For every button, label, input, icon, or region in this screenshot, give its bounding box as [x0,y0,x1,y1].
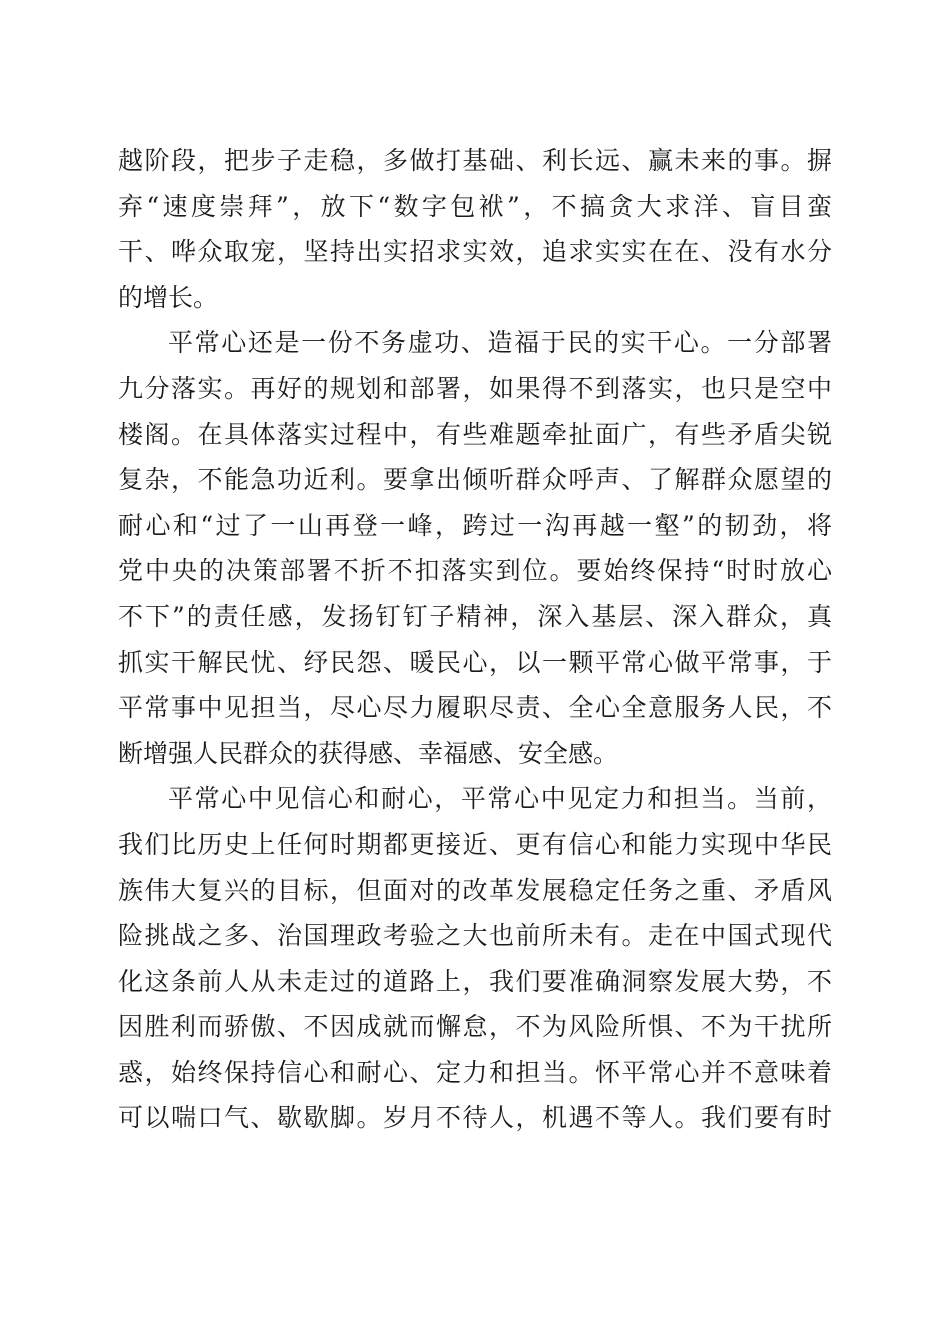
text-line-paragraph-start: 平常心中见信心和耐心，平常心中见定力和担当。当前， [168,784,832,814]
text-line: 楼阁。在具体落实过程中，有些难题牵扯面广，有些矛盾尖锐 [118,419,832,449]
text-line: 抓实干解民忧、纾民怨、暖民心，以一颗平常心做平常事，于 [118,647,832,677]
text-line: 平常事中见担当，尽心尽力履职尽责、全心全意服务人民，不 [118,693,832,723]
text-line: 耐心和“过了一山再登一峰，跨过一沟再越一壑”的韧劲，将 [118,510,832,540]
text-line-paragraph-start: 平常心还是一份不务虚功、造福于民的实干心。一分部署 [168,328,832,358]
text-line: 干、哗众取宠，坚持出实招求实效，追求实实在在、没有水分 [118,237,832,267]
text-line-paragraph-end: 的增长。 [118,282,219,312]
text-line: 可以喘口气、歇歇脚。岁月不待人，机遇不等人。我们要有时 [118,1103,832,1133]
text-line: 族伟大复兴的目标，但面对的改革发展稳定任务之重、矛盾风 [118,875,832,905]
text-line: 险挑战之多、治国理政考验之大也前所未有。走在中国式现代 [118,921,832,951]
text-line-paragraph-end: 断增强人民群众的获得感、幸福感、安全感。 [118,738,619,768]
text-line: 我们比历史上任何时期都更接近、更有信心和能力实现中华民 [118,829,832,859]
text-line: 惑，始终保持信心和耐心、定力和担当。怀平常心并不意味着 [118,1057,832,1087]
text-line: 不下”的责任感，发扬钉钉子精神，深入基层、深入群众，真 [118,601,832,631]
text-line: 复杂，不能急功近利。要拿出倾听群众呼声、了解群众愿望的 [118,465,832,495]
text-line: 党中央的决策部署不折不扣落实到位。要始终保持“时时放心 [118,556,832,586]
document-page [118,138,832,1141]
text-line: 越阶段，把步子走稳，多做打基础、利长远、赢未来的事。摒 [118,146,832,175]
text-line: 弃“速度崇拜”，放下“数字包袱”，不搞贪大求洋、盲目蛮 [118,191,832,221]
text-line: 化这条前人从未走过的道路上，我们要准确洞察发展大势，不 [118,966,832,996]
text-line: 因胜利而骄傲、不因成就而懈怠，不为风险所惧、不为干扰所 [118,1012,832,1042]
text-line: 九分落实。再好的规划和部署，如果得不到落实，也只是空中 [118,373,832,403]
